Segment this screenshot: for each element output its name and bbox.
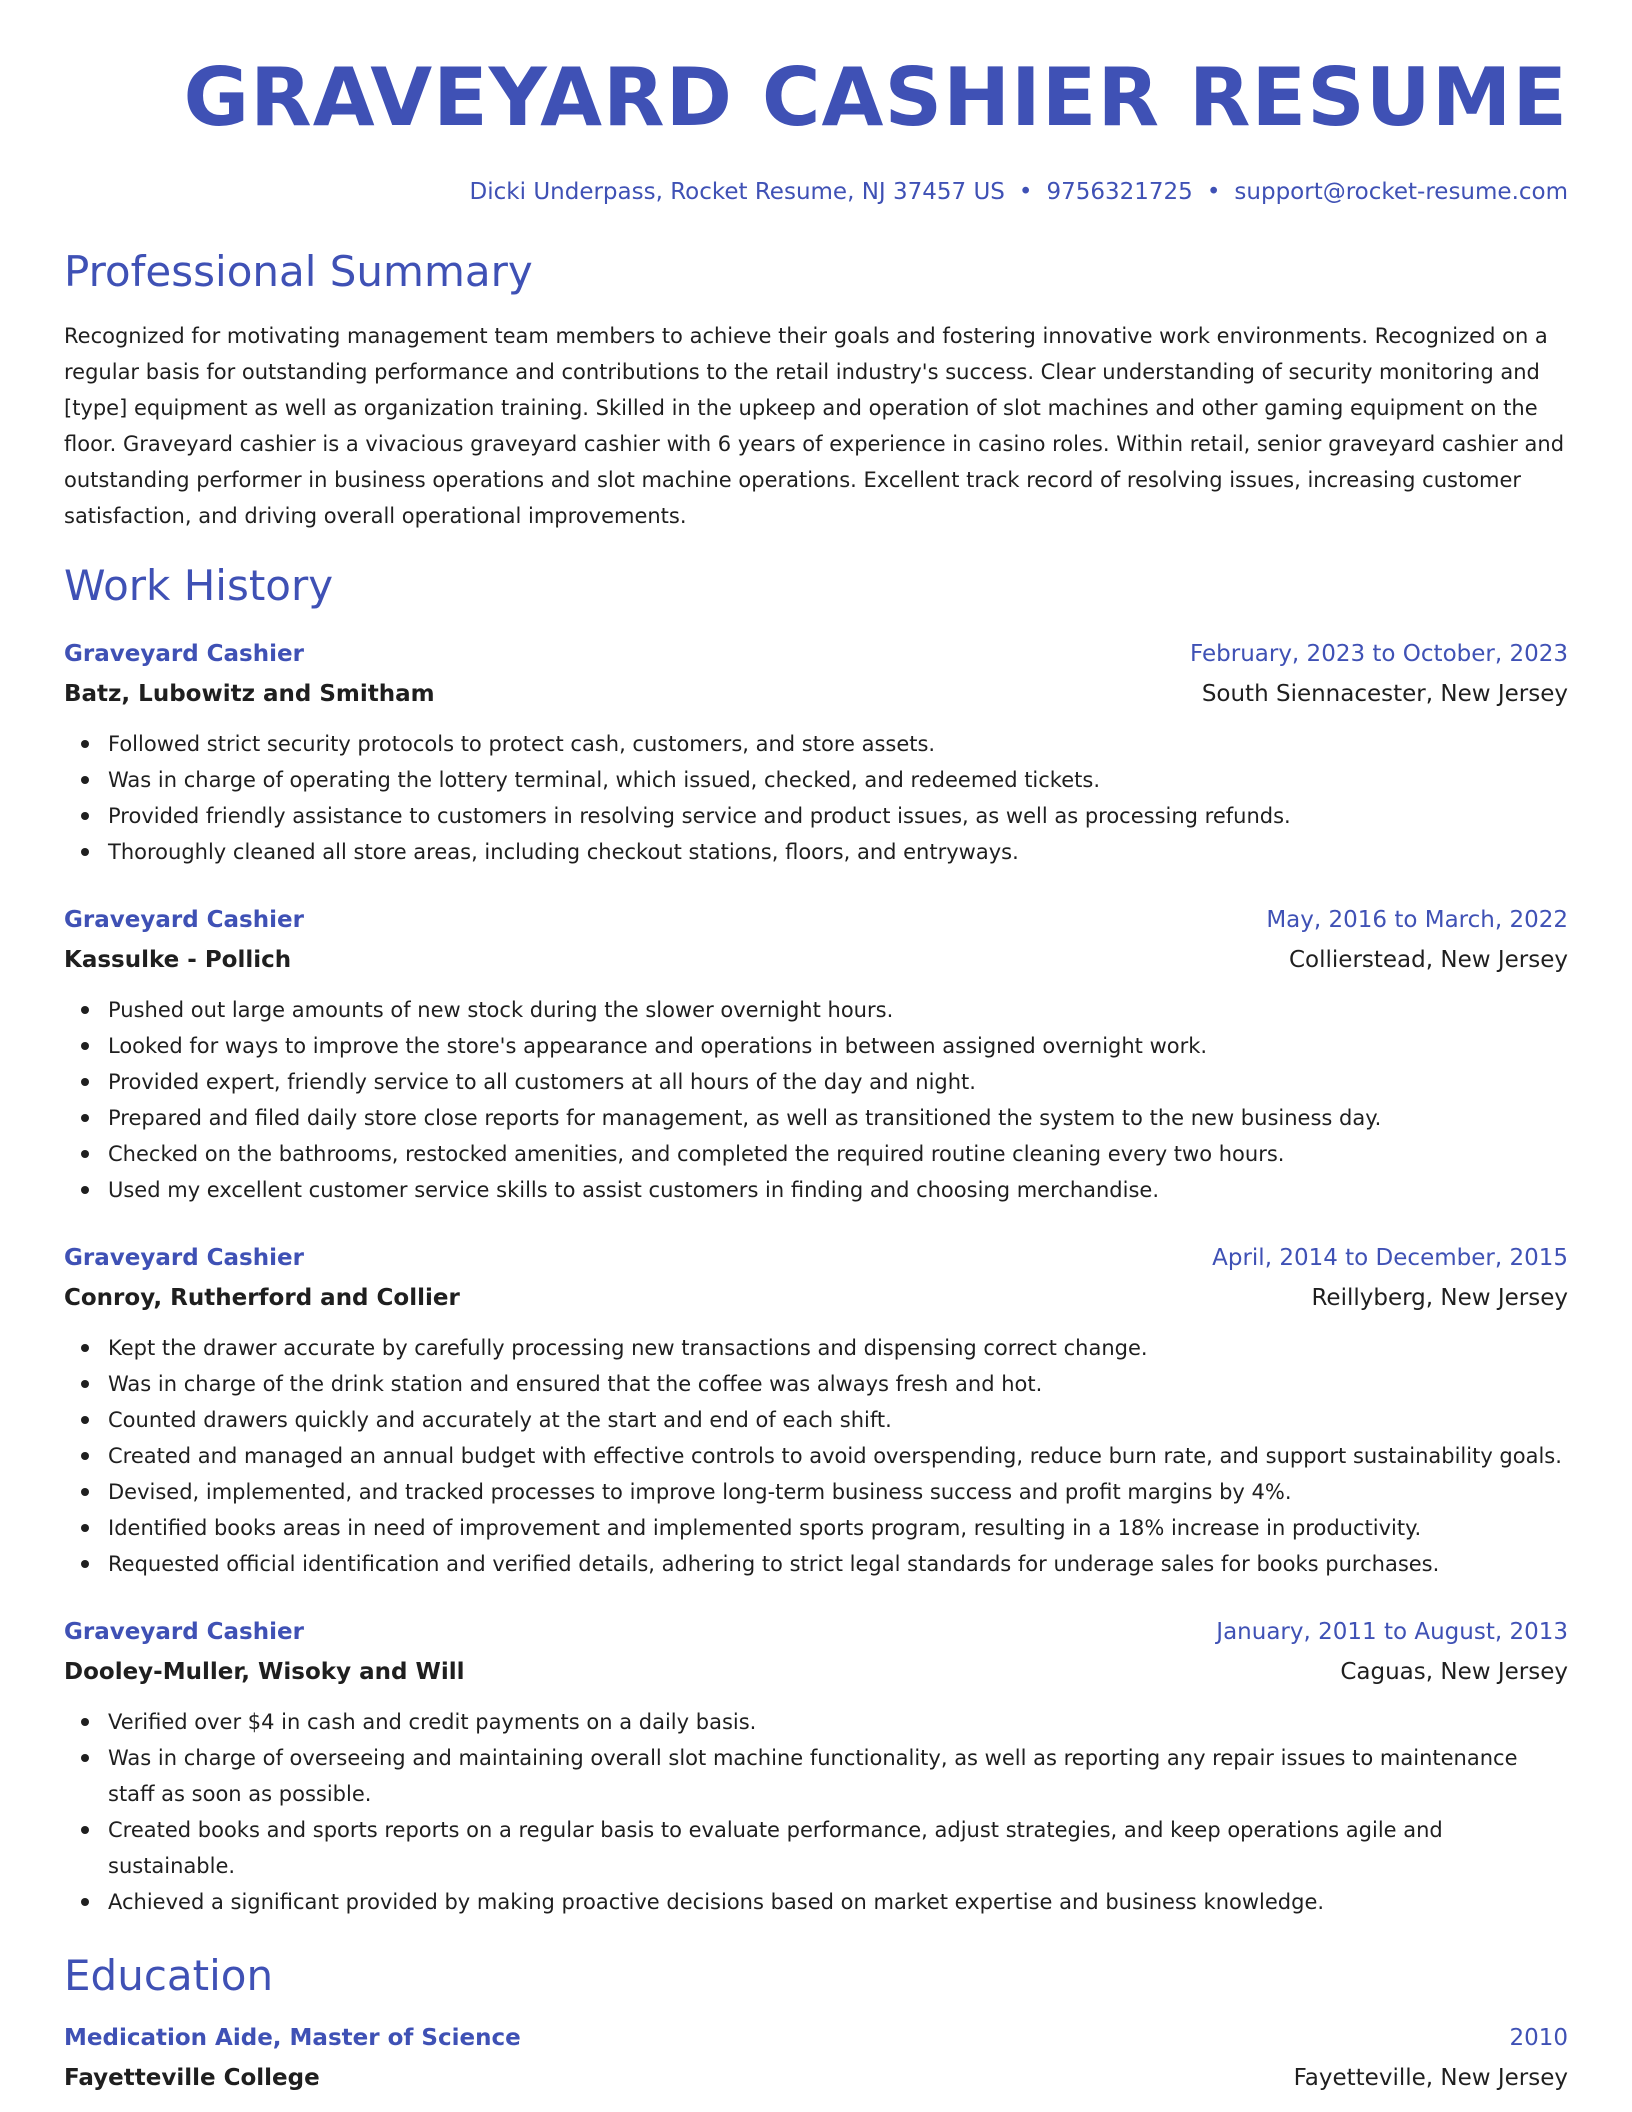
job-bullet-text: Looked for ways to improve the store's appearance and operations in between assigned overnight work. [108,1034,1208,1058]
education-degree: Medication Aide, Master of Science [64,2025,521,2051]
job-bullet-text: Pushed out large amounts of new stock during the slower overnight hours. [108,998,894,1022]
job-bullet-text: Devised, implemented, and tracked processes to improve long-term business success and profit margins by 4%. [108,1480,1292,1504]
job-bullet-text: Followed strict security protocols to protect cash, customers, and store assets. [108,732,936,756]
job-bullet-text: Was in charge of operating the lottery terminal, which issued, checked, and redeemed tickets. [108,768,1100,792]
job-bullets [64,992,1568,1208]
job-bullet-text: Prepared and filed daily store close reports for management, as well as transitioned the system to the new business day. [108,1106,1382,1130]
bullet-dot-icon [81,1754,89,1762]
education-location: Fayetteville, New Jersey [1293,2065,1568,2091]
bullet-dot-icon [81,1560,89,1568]
bullet-dot-icon [81,1150,89,1158]
contact-separator: • [1206,179,1221,205]
education-year: 2010 [1509,2025,1568,2051]
job-bullet-text: Was in charge of overseeing and maintaining overall slot machine functionality, as well as reporting any repair issues to maintenance staff as soon as possible. [108,1746,1518,1806]
work-history-list [64,634,1568,1920]
job-bullet [108,1546,1568,1582]
job-location: Caguas, New Jersey [1340,1659,1568,1685]
job-bullet [108,1366,1568,1402]
job-bullet [108,726,1568,762]
job-bullets [64,726,1568,870]
job-location: Reillyberg, New Jersey [1311,1285,1568,1311]
job-bullet-text: Created books and sports reports on a regular basis to evaluate performance, adjust strategies, and keep operations agile and sustainable. [108,1818,1443,1878]
job-bullet-text: Checked on the bathrooms, restocked amenities, and completed the required routine cleaning every two hours. [108,1142,1285,1166]
job-bullet [108,834,1568,870]
job-bullets [64,1704,1568,1920]
job-bullet [108,1064,1568,1100]
bullet-dot-icon [81,812,89,820]
job-title: Graveyard Cashier [64,1619,304,1645]
job-dates: February, 2023 to October, 2023 [1190,641,1568,667]
bullet-dot-icon [81,1416,89,1424]
job-entry [64,634,1568,870]
resume-title: GRAVEYARD CASHIER RESUME [183,51,1568,144]
job-bullet-text: Used my excellent customer service skills to assist customers in finding and choosing merchandise. [108,1178,1160,1202]
job-company: Conroy, Rutherford and Collier [64,1285,460,1311]
job-dates: January, 2011 to August, 2013 [1216,1619,1568,1645]
job-entry [64,1238,1568,1582]
job-bullet-text: Thoroughly cleaned all store areas, including checkout stations, floors, and entryways. [108,840,1019,864]
contact-separator: • [1018,179,1033,205]
job-bullet [108,992,1568,1028]
bullet-dot-icon [81,1452,89,1460]
job-dates: May, 2016 to March, 2022 [1266,907,1568,933]
bullet-dot-icon [81,776,89,784]
bullet-dot-icon [81,1006,89,1014]
job-entry [64,1612,1568,1920]
job-bullet [108,762,1568,798]
job-bullet [108,798,1568,834]
bullet-dot-icon [81,1114,89,1122]
bullet-dot-icon [81,1186,89,1194]
bullet-dot-icon [81,848,89,856]
bullet-dot-icon [81,1380,89,1388]
education-entry [64,2018,1568,2098]
job-bullet-text: Identified books areas in need of improvement and implemented sports program, resulting in a 18% increase in productivity. [108,1516,1422,1540]
bullet-dot-icon [81,1898,89,1906]
job-bullet [108,1330,1568,1366]
contact-email[interactable]: support@rocket-resume.com [1234,179,1568,205]
job-bullet [108,1172,1568,1208]
job-location: South Siennacester, New Jersey [1201,681,1568,707]
job-title: Graveyard Cashier [64,907,304,933]
job-bullet-text: Created and managed an annual budget with effective controls to avoid overspending, reduce burn rate, and support sustainability goals. [108,1444,1562,1468]
bullet-dot-icon [81,1826,89,1834]
job-bullet [108,1100,1568,1136]
job-bullet [108,1740,1568,1812]
bullet-dot-icon [81,1344,89,1352]
job-bullet-text: Kept the drawer accurate by carefully processing new transactions and dispensing correct change. [108,1336,1148,1360]
contact-line [64,176,1568,208]
job-bullets [64,1330,1568,1582]
job-dates: April, 2014 to December, 2015 [1212,1245,1568,1271]
education-school: Fayetteville College [64,2065,320,2091]
job-bullet [108,1704,1568,1740]
job-bullet-text: Achieved a significant provided by making proactive decisions based on market expertise and business knowledge. [108,1890,1325,1914]
job-company: Dooley-Muller, Wisoky and Will [64,1659,465,1685]
bullet-dot-icon [81,1718,89,1726]
job-location: Collierstead, New Jersey [1289,947,1568,973]
bullet-dot-icon [81,1524,89,1532]
job-company: Batz, Lubowitz and Smitham [64,681,435,707]
job-title: Graveyard Cashier [64,1245,304,1271]
job-bullet-text: Provided expert, friendly service to all customers at all hours of the day and night. [108,1070,976,1094]
job-bullet-text: Requested official identification and verified details, adhering to strict legal standards for underage sales for books purchases. [108,1552,1440,1576]
job-bullet [108,1136,1568,1172]
job-bullet-text: Was in charge of the drink station and ensured that the coffee was always fresh and hot. [108,1372,1043,1396]
bullet-dot-icon [81,1042,89,1050]
job-bullet [108,1510,1568,1546]
job-entry [64,900,1568,1208]
contact-phone: 9756321725 [1046,179,1193,205]
job-bullet-text: Counted drawers quickly and accurately at the start and end of each shift. [108,1408,892,1432]
education-heading: Education [64,1951,274,2000]
bullet-dot-icon [81,740,89,748]
bullet-dot-icon [81,1078,89,1086]
job-bullet-text: Provided friendly assistance to customers in resolving service and product issues, as well as processing refunds. [108,804,1291,828]
work-history-heading: Work History [64,561,334,610]
contact-address: Dicki Underpass, Rocket Resume, NJ 37457 US [469,179,1005,205]
job-bullet [108,1884,1568,1920]
job-bullet [108,1402,1568,1438]
job-bullet [108,1438,1568,1474]
job-bullet [108,1028,1568,1064]
job-title: Graveyard Cashier [64,641,304,667]
bullet-dot-icon [81,1488,89,1496]
job-bullet [108,1812,1568,1884]
summary-text: Recognized for motivating management team members to achieve their goals and fostering innovative work environments. Recognized on a regular basis for outstanding performance and contributions to the retail industry's success. Clear understanding of security monitoring and [type] equipment as well as organization training. Skilled in the upkeep and operation of slot machines and other gaming equipment on the floor. Graveyard cashier is a vivacious graveyard cashier with 6 years of experience in casino roles. Within retail, senior graveyard cashier and outstanding performer in business operations and slot machine operations. Excellent track record of resolving issues, increasing customer satisfaction, and driving overall operational improvements. [64,324,1565,528]
job-bullet-text: Verified over $4 in cash and credit payments on a daily basis. [108,1710,757,1734]
summary-heading: Professional Summary [64,247,533,296]
job-bullet [108,1474,1568,1510]
job-company: Kassulke - Pollich [64,947,292,973]
